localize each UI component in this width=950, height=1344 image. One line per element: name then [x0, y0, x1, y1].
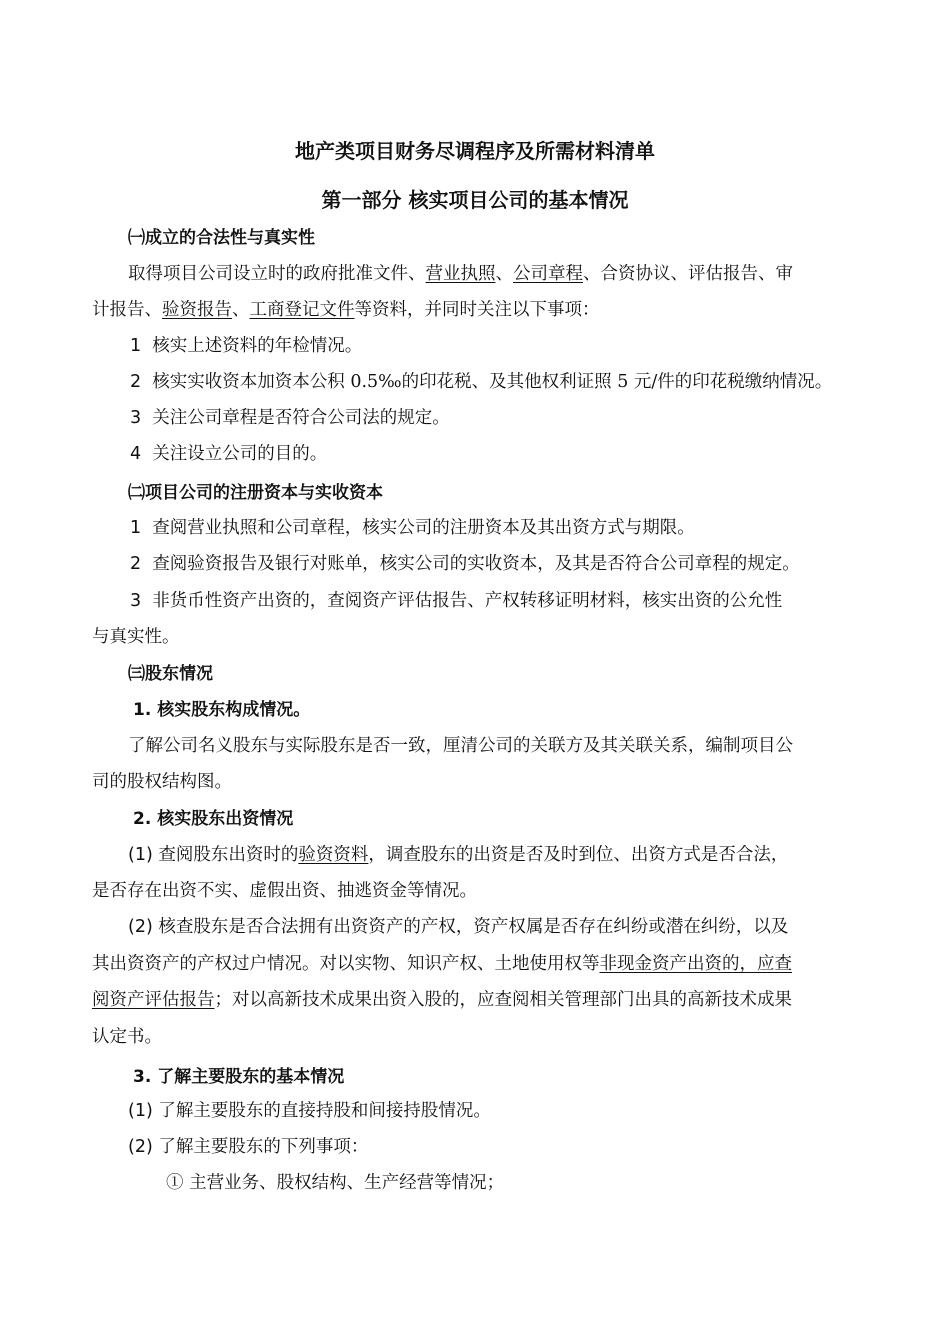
text: 主营业务、股权结构、生产经营等情况；	[189, 1173, 505, 1193]
item-number: (2)	[128, 917, 153, 937]
text: 核查股东是否合法拥有出资资产的产权，资产权属是否存在纠纷或潜在纠纷，以及	[158, 917, 789, 937]
section1-paragraph-line2	[92, 298, 600, 322]
item-text: 查阅营业执照和公司章程，核实公司的注册资本及其出资方式与期限。	[152, 518, 695, 538]
text: 了解主要股东的下列事项：	[158, 1137, 369, 1157]
section2-item-continuation: 与真实性。	[92, 627, 180, 647]
asset-valuation-ref: 阅资产评估报告	[92, 990, 215, 1010]
item-number: 1	[130, 518, 142, 538]
document-title: 地产类项目财务尽调程序及所需材料清单	[295, 139, 655, 163]
section1-paragraph-line1	[128, 262, 858, 286]
section2-item	[130, 589, 782, 613]
text: ；对以高新技术成果出资入股的，应查阅相关管理部门出具的高新技术成果	[214, 990, 792, 1010]
paragraph-line: 是否存在出资不实、虚假出资、抽逃资金等情况。	[92, 881, 477, 901]
text: 、	[495, 264, 513, 284]
item-text: 核实上述资料的年检情况。	[152, 336, 363, 356]
item-text: 关注设立公司的目的。	[152, 444, 328, 464]
section2-item	[130, 516, 695, 540]
paragraph-line	[128, 843, 788, 867]
articles-ref: 公司章程	[513, 264, 583, 284]
section3-heading: ㈢股东情况	[128, 664, 213, 684]
text: 等资料，并同时关注以下事项：	[354, 300, 600, 320]
business-license-ref: 营业执照	[425, 264, 496, 284]
capital-materials-ref: 验资资料	[298, 845, 369, 865]
item-number: (1)	[128, 845, 153, 865]
paragraph-line	[128, 915, 788, 939]
section2-heading: ㈡项目公司的注册资本与实收资本	[128, 483, 383, 503]
paragraph-line	[128, 1135, 368, 1159]
item-number: 2	[130, 554, 142, 574]
capital-verification-ref: 验资报告	[162, 300, 232, 320]
section1-item	[130, 334, 362, 358]
item-text: 核实实收资本加资本公积 0.5‰的印花税、及其他权利证照 5 元/件的印花税缴纳情况。	[152, 372, 833, 392]
item-number: (1)	[128, 1101, 153, 1121]
text: 了解主要股东的直接持股和间接持股情况。	[158, 1101, 491, 1121]
text: 查阅股东出资时的	[158, 845, 299, 865]
section1-item	[130, 442, 327, 466]
registration-docs-ref: 工商登记文件	[249, 300, 355, 320]
section2-item	[130, 552, 800, 576]
item-number: 4	[130, 444, 142, 464]
part1-title: 第一部分 核实项目公司的基本情况	[321, 188, 629, 212]
item-text: 关注公司章程是否符合公司法的规定。	[152, 408, 450, 428]
paragraph-line	[166, 1171, 504, 1195]
paragraph-line: 司的股权结构图。	[92, 772, 232, 792]
text: 取得项目公司设立时的政府批准文件、	[128, 264, 426, 284]
circled-number: ①	[166, 1173, 184, 1193]
subsection-heading: 3. 了解主要股东的基本情况	[133, 1067, 345, 1087]
item-text: 查阅验资报告及银行对账单，核实公司的实收资本，及其是否符合公司章程的规定。	[152, 554, 800, 574]
item-number: 3	[130, 591, 142, 611]
item-text: 非货币性资产出资的，查阅资产评估报告、产权转移证明材料，核实出资的公允性	[152, 591, 783, 611]
text: 、合资协议、评估报告、审	[583, 264, 793, 284]
text: 计报告、	[92, 300, 162, 320]
text: 、	[232, 300, 250, 320]
item-number: 2	[130, 372, 142, 392]
paragraph-line	[92, 952, 792, 976]
item-number: (2)	[128, 1137, 153, 1157]
section1-item	[130, 370, 832, 394]
subsection-heading: 2. 核实股东出资情况	[133, 809, 294, 829]
paragraph-line: 了解公司名义股东与实际股东是否一致，厘清公司的关联方及其关联关系，编制项目公	[128, 736, 793, 756]
text: 其出资资产的产权过户情况。对以实物、知识产权、土地使用权等	[92, 954, 600, 974]
item-number: 3	[130, 408, 142, 428]
paragraph-line	[92, 988, 792, 1012]
section1-heading: ㈠成立的合法性与真实性	[128, 228, 315, 248]
paragraph-line: 认定书。	[92, 1027, 162, 1047]
text: ，调查股东的出资是否及时到位、出资方式是否合法，	[368, 845, 789, 865]
subsection-heading: 1. 核实股东构成情况。	[133, 700, 311, 720]
item-number: 1	[130, 336, 142, 356]
non-cash-asset-ref: 非现金资产出资的，应查	[599, 954, 792, 974]
paragraph-line	[128, 1099, 491, 1123]
section1-item	[130, 406, 450, 430]
